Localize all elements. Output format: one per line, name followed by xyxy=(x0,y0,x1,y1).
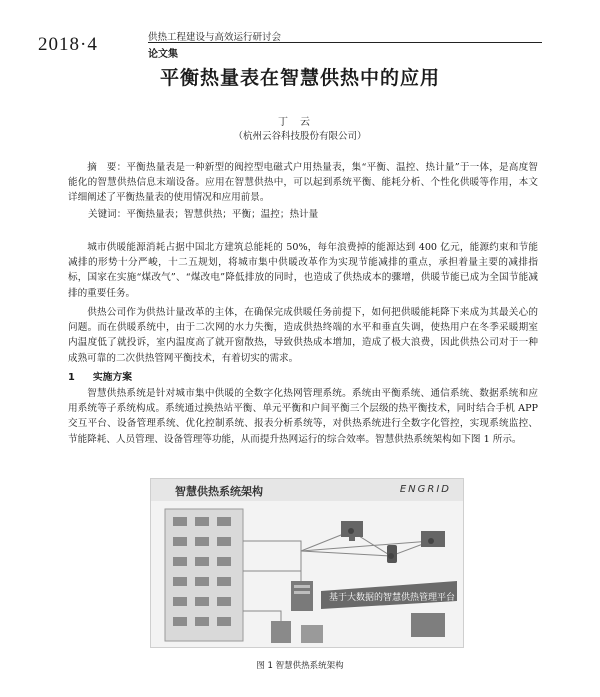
network-lines xyxy=(243,531,431,626)
author-affiliation: （杭州云谷科技股份有限公司） xyxy=(233,131,367,142)
body-paragraph-3: 智慧供热系统是针对城市集中供暖的全数字化热网管理系统。系统由平衡系统、通信系统、数据系统和应用系统等子系统构成。系统通过换热站平衡、单元平衡和户间平衡三个层级的热平衡技术，同时结合手机 APP 交互平台、设备管理系统、优化控制系统、报表分析系统等，对供热系统进行全数字化管控，实现系统监控、节能降耗、人员管理、设备管理等功能，从而提升热网运行的综合效率。智慧供热系统架构如下图 1 所示。 xyxy=(68,388,538,445)
section-label: 论文集 xyxy=(148,49,178,60)
article-title: 平衡热量表在智慧供热中的应用 xyxy=(159,67,440,89)
control-cabinet-icon xyxy=(271,613,445,643)
header-divider xyxy=(148,42,542,43)
network-node xyxy=(348,528,354,534)
conference-name: 供热工程建设与高效运行研讨会 xyxy=(148,32,282,43)
section-title: 实施方案 xyxy=(92,372,133,383)
section-number: 1 xyxy=(68,372,75,383)
platform-ribbon xyxy=(321,581,457,609)
server-icon xyxy=(291,581,313,611)
company-logo: ENGRID xyxy=(399,484,451,495)
section-heading xyxy=(68,369,150,383)
network-node xyxy=(428,538,434,544)
author-name: 丁云 xyxy=(278,117,322,128)
abstract: 摘 要：平衡热量表是一种新型的阀控型电磁式户用热量表，集“平衡、温控、热计量”于一体，是高度智能化的智慧供热信息末端设备。应用在智慧供热中，可以起到系统平衡、能耗分析、个性化供暖等作用，本文详细阐述了平衡热量表的使用情况和应用前景。 xyxy=(68,162,538,204)
building-icon xyxy=(165,509,243,641)
keywords: 关键词：平衡热量表；智慧供热；平衡；温控；热计量 xyxy=(88,209,319,220)
body-paragraph-1: 城市供暖能源消耗占据中国北方建筑总能耗的 50%，每年浪费掉的能源达到 400 亿元，能源约束和节能减排的形势十分严峻，十二五规划，将城市集中供暖改革作为实现节能减排的重点，承担着量主要的减排指标，国家在实施“煤改气”、“煤改电”降低排放的同时，也造成了供热成本的骤增，供暖节能已成为全国节能减排的重要任务。 xyxy=(68,242,538,299)
architecture-diagram xyxy=(151,501,463,647)
issue-number: 2018·4 xyxy=(38,34,98,55)
figure-caption: 图 1 智慧供热系统架构 xyxy=(256,661,344,671)
body-paragraph-2: 供热公司作为供热计量改革的主体，在确保完成供暖任务前提下，如何把供暖能耗降下来成为其最关心的问题。而在供暖系统中，由于二次网的水力失衡，造成供热终端的水平和垂直失调，使热用户在冬季采暖期室内温度低了就投诉，室内温度高了就开窗散热，导致供热成本增加，造成了极大浪费，因此供热公司对于一种成熟可靠的二次供热管网平衡技术，有着切实的需求。 xyxy=(68,307,538,364)
network-node xyxy=(388,553,394,559)
figure-banner-title: 智慧供热系统架构 xyxy=(175,485,263,498)
platform-label: 基于大数据的智慧供热管理平台 xyxy=(329,593,456,603)
architecture-figure xyxy=(150,478,464,648)
